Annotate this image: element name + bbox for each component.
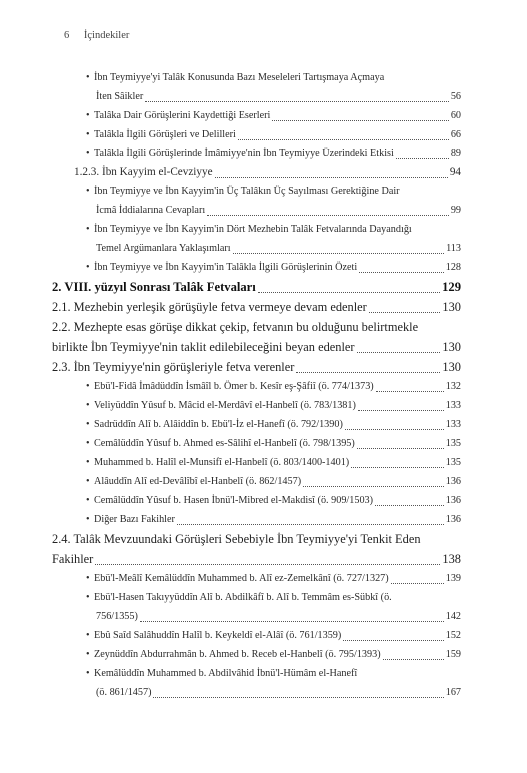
bullet-icon: • (86, 649, 90, 660)
toc-entry-line (88, 664, 461, 683)
toc-page-number: 167 (445, 687, 461, 698)
bullet-icon: • (86, 592, 90, 603)
toc-title-continuation: birlikte İbn Teymiyye'nin taklit edilebileceğini beyan edenler (52, 340, 355, 354)
toc-entry-line (88, 626, 461, 645)
toc-title (88, 106, 270, 125)
toc-entry (52, 396, 461, 415)
toc-page-number: 56 (450, 91, 461, 102)
toc-title-text: 1.2.3. İbn Kayyim el-Cevziyye (74, 166, 213, 178)
toc-title (88, 510, 175, 529)
toc-entry (52, 68, 461, 106)
toc-title-text: 2.1. Mezhebin yerleşik görüşüyle fetva vermeye devam edenler (52, 300, 367, 314)
toc-entry (52, 588, 461, 626)
dot-leader (345, 429, 444, 430)
toc-title (52, 297, 367, 317)
toc-title-continuation: İcmâ İddialarına Cevapları (96, 205, 206, 216)
dot-leader (358, 410, 444, 411)
toc-entry (52, 220, 461, 258)
toc-title-text: Talâkla İlgili Görüşlerinde İmâmiyye'nin İbn Teymiyye Üzerindeki Etkisi (94, 148, 394, 159)
toc-entry-line (88, 106, 461, 125)
toc-title-text: Kemâlüddîn Muhammed b. Abdilvâhid İbnü'l-Hümâm el-Hanefî (94, 668, 358, 679)
toc-title-text: 2.4. Talâk Mevzuundaki Görüşleri Sebebiyle İbn Teymiyye'yi Tenkit Eden (52, 532, 421, 546)
dot-leader (391, 583, 444, 584)
toc-title-text: 2.3. İbn Teymiyye'nin görüşleriyle fetva verenler (52, 360, 295, 374)
bullet-icon: • (86, 476, 90, 487)
toc-page-number: 113 (446, 243, 461, 254)
toc-title (52, 532, 421, 546)
toc-entry (52, 510, 461, 529)
toc-entry-line (88, 569, 461, 588)
toc-title (88, 434, 355, 453)
toc-title-continuation: (ö. 861/1457) (96, 687, 152, 698)
dot-leader (359, 272, 444, 273)
dot-leader (351, 467, 444, 468)
toc-title-text: Ebü'l-Hasen Takıyyüddîn Alî b. Abdilkâfî b. Alî b. Temmâm es-Sübkî (ö. (94, 592, 392, 603)
bullet-icon: • (86, 419, 90, 430)
toc-title (88, 415, 343, 434)
bullet-icon: • (86, 630, 90, 641)
toc-entry-line (88, 125, 461, 144)
toc-title-text: Sadrüddîn Alî b. Alâiddîn b. Ebü'l-İz el-Hanefî (ö. 792/1390) (94, 419, 343, 430)
bullet-icon: • (86, 495, 90, 506)
dot-leader (207, 215, 449, 216)
toc-entry (52, 529, 461, 569)
toc-title (88, 569, 389, 588)
toc-entry-line (88, 239, 461, 258)
toc-title (74, 163, 213, 182)
toc-entry (52, 357, 461, 377)
bullet-icon: • (86, 148, 90, 159)
toc-page-number: 152 (445, 630, 461, 641)
toc-entry-line (52, 277, 461, 297)
toc-page-number: 136 (445, 495, 461, 506)
toc-entry-line (52, 549, 461, 569)
toc-entry-line (88, 220, 461, 239)
toc-page-number: 138 (442, 552, 461, 566)
toc-title (88, 472, 301, 491)
toc-title-continuation: Temel Argümanlara Yaklaşımları (96, 243, 231, 254)
toc-entry-line (88, 258, 461, 277)
toc-title-text: Diğer Bazı Fakihler (94, 514, 175, 525)
toc-title-text: Zeynüddîn Abdurrahmân b. Ahmed b. Receb el-Hanbelî (ö. 795/1393) (94, 649, 381, 660)
toc-title (88, 258, 357, 277)
dot-leader (233, 253, 444, 254)
toc-title-text: Talâka Dair Görüşlerini Kaydettiği Eserleri (94, 110, 271, 121)
toc-page-number: 139 (445, 573, 461, 584)
toc-entry-line (88, 434, 461, 453)
toc-title (88, 144, 394, 163)
toc-entry-line (88, 472, 461, 491)
toc-page-number: 99 (450, 205, 461, 216)
dot-leader (272, 120, 448, 121)
toc-entry-line (52, 357, 461, 377)
toc-title (88, 668, 357, 679)
toc-entry-line (88, 377, 461, 396)
toc-page-number: 130 (442, 340, 461, 354)
bullet-icon: • (86, 438, 90, 449)
dot-leader (375, 505, 444, 506)
toc-title-text: Talâkla İlgili Görüşleri ve Delilleri (94, 129, 236, 140)
toc-page-number: 142 (445, 611, 461, 622)
dot-leader (376, 391, 444, 392)
toc-title (88, 645, 381, 664)
toc-title-text: 2.2. Mezhepte esas görüşe dikkat çekip, fetvanın bu olduğunu belirtmekle (52, 320, 419, 334)
bullet-icon: • (86, 129, 90, 140)
toc-title-text: Ebü'l-Meâlî Kemâlüddîn Muhammed b. Alî ez-Zemelkânî (ö. 727/1327) (94, 573, 389, 584)
toc-page-number: 135 (445, 438, 461, 449)
bullet-icon: • (86, 381, 90, 392)
toc-title (88, 186, 400, 197)
toc-page-number: 136 (445, 514, 461, 525)
toc-title (88, 125, 236, 144)
toc-entry-line (52, 317, 461, 337)
toc-entry (52, 182, 461, 220)
toc-page-number: 94 (449, 166, 461, 178)
toc-entry (52, 125, 461, 144)
toc-page-number: 128 (445, 262, 461, 273)
toc-title-text: Ebü'l-Fidâ İmâdüddîn İsmâîl b. Ömer b. Kesîr eş-Şâfiî (ö. 774/1373) (94, 381, 374, 392)
toc-title-text: İbn Teymiyye ve İbn Kayyim'in Dört Mezhebin Talâk Fetvalarında Dayandığı (94, 224, 412, 235)
toc-page-number: 159 (445, 649, 461, 660)
toc-title (88, 377, 374, 396)
toc-entry (52, 163, 461, 182)
toc-entry (52, 106, 461, 125)
toc-entry (52, 258, 461, 277)
toc-entry-line (88, 396, 461, 415)
toc-entry-line (88, 683, 461, 702)
toc-entry (52, 415, 461, 434)
toc-entry-line (52, 529, 461, 549)
toc-entry (52, 377, 461, 396)
toc-entry-line (88, 645, 461, 664)
toc-title-continuation: Fakihler (52, 552, 94, 566)
dot-leader (396, 158, 449, 159)
dot-leader (140, 621, 444, 622)
toc-title-text: Muhammed b. Halîl el-Munsifî el-Hanbelî (ö. 803/1400-1401) (94, 457, 350, 468)
toc-page-number: 132 (445, 381, 461, 392)
toc-title-continuation: İten Sâikler (96, 91, 144, 102)
dot-leader (215, 177, 448, 178)
toc-entry-line (88, 68, 461, 87)
toc-entry-line (88, 491, 461, 510)
toc-entry-line (88, 182, 461, 201)
toc-entry (52, 664, 461, 702)
toc-title-text: Cemâlüddîn Yûsuf b. Hasen İbnü'l-Mibred el-Makdisî (ö. 909/1503) (94, 495, 374, 506)
dot-leader (177, 524, 444, 525)
toc-entry (52, 144, 461, 163)
dot-leader (296, 372, 440, 373)
toc-title (52, 357, 294, 377)
toc-entry-line (88, 453, 461, 472)
toc-title (88, 626, 341, 645)
toc-entry (52, 453, 461, 472)
bullet-icon: • (86, 224, 90, 235)
bullet-icon: • (86, 400, 90, 411)
toc-page-number: 130 (442, 300, 461, 314)
toc-page-number: 136 (445, 476, 461, 487)
bullet-icon: • (86, 514, 90, 525)
toc-title-continuation: 756/1355) (96, 611, 138, 622)
toc-title (88, 491, 373, 510)
dot-leader (357, 352, 441, 353)
toc-entry-line (52, 337, 461, 357)
toc-title-text: Ebû Saîd Salâhuddîn Halîl b. Keykeldî el-Alâî (ö. 761/1359) (94, 630, 342, 641)
toc-title (88, 224, 412, 235)
toc-entry (52, 645, 461, 664)
toc-entry (52, 491, 461, 510)
toc-page-number: 129 (442, 280, 461, 294)
toc-entry (52, 297, 461, 317)
bullet-icon: • (86, 668, 90, 679)
toc-title-text: Veliyüddîn Yûsuf b. Mâcid el-Merdâvî el-Hanbelî (ö. 783/1381) (94, 400, 356, 411)
toc-entry-line (74, 163, 461, 182)
toc-entry (52, 569, 461, 588)
dot-leader (153, 697, 443, 698)
toc-entry-line (88, 144, 461, 163)
toc-entry-line (88, 588, 461, 607)
toc-page-number: 60 (450, 110, 461, 121)
toc-entry (52, 277, 461, 297)
toc-title-text: İbn Teymiyye ve İbn Kayyim'in Talâkla İlgili Görüşlerinin Özeti (94, 262, 358, 273)
bullet-icon: • (86, 457, 90, 468)
toc-title (88, 72, 384, 83)
dot-leader (303, 486, 444, 487)
toc-title (52, 320, 418, 334)
toc-title (88, 453, 349, 472)
toc-page-number: 66 (450, 129, 461, 140)
toc-entry-line (52, 297, 461, 317)
bullet-icon: • (86, 110, 90, 121)
dot-leader (95, 564, 440, 565)
dot-leader (343, 640, 443, 641)
toc-title (88, 592, 392, 603)
toc-entry (52, 434, 461, 453)
toc-page-number: 133 (445, 400, 461, 411)
dot-leader (357, 448, 444, 449)
running-header (64, 30, 129, 41)
dot-leader (238, 139, 449, 140)
toc-title-text: Cemâlüddîn Yûsuf b. Ahmed es-Sâlihî el-Hanbelî (ö. 798/1395) (94, 438, 355, 449)
toc-entry (52, 472, 461, 491)
toc-title (88, 396, 356, 415)
bullet-icon: • (86, 186, 90, 197)
toc-page-number: 133 (445, 419, 461, 430)
dot-leader (383, 659, 444, 660)
dot-leader (369, 312, 441, 313)
toc-page-number: 89 (450, 148, 461, 159)
bullet-icon: • (86, 573, 90, 584)
toc-entry-line (88, 510, 461, 529)
dot-leader (145, 101, 449, 102)
toc-entry-line (88, 201, 461, 220)
running-title: İçindekiler (83, 30, 130, 41)
table-of-contents (52, 68, 461, 702)
toc-entry (52, 317, 461, 357)
toc-title-text: Alâuddîn Alî ed-Devâlîbî el-Hanbelî (ö. 862/1457) (94, 476, 302, 487)
toc-entry-line (88, 607, 461, 626)
toc-entry-line (88, 415, 461, 434)
toc-title-text: İbn Teymiyye ve İbn Kayyim'in Üç Talâkın Üç Sayılması Gerektiğine Dair (94, 186, 400, 197)
toc-title-text: 2. VIII. yüzyıl Sonrası Talâk Fetvaları (52, 280, 256, 294)
dot-leader (258, 292, 440, 293)
bullet-icon: • (86, 262, 90, 273)
page-number: 6 (64, 30, 70, 41)
toc-title-text: İbn Teymiyye'yi Talâk Konusunda Bazı Meseleleri Tartışmaya Açmaya (94, 72, 385, 83)
toc-entry (52, 626, 461, 645)
toc-title (52, 277, 256, 297)
toc-page-number: 130 (442, 360, 461, 374)
bullet-icon: • (86, 72, 90, 83)
toc-entry-line (88, 87, 461, 106)
toc-page-number: 135 (445, 457, 461, 468)
